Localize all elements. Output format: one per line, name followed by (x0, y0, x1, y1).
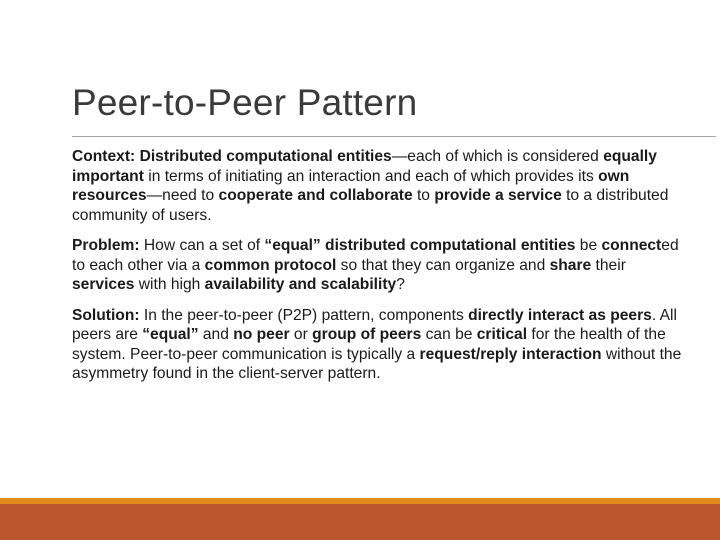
text-run: ? (396, 276, 405, 293)
text-run: connect (601, 237, 662, 254)
text-run: or (289, 326, 313, 343)
context-paragraph (72, 147, 692, 225)
text-run: Problem: (72, 237, 144, 254)
text-run: services (72, 276, 135, 293)
text-run: and (198, 326, 234, 343)
slide-title: Peer-to-Peer Pattern (72, 82, 418, 123)
text-run: ed to each other via a (72, 237, 679, 274)
text-run: their (591, 256, 626, 274)
text-run: availability and scalability (204, 276, 397, 293)
text-run: How can a set of (143, 237, 265, 254)
text-run: . All peers are (72, 306, 677, 343)
text-run: without the asymmetry found in the client-server pattern. (72, 345, 682, 382)
solution-paragraph (72, 306, 692, 384)
text-run: cooperate and collaborate (218, 187, 413, 204)
text-run: for the health of the system. Peer-to-peer communication is typically a (72, 326, 666, 363)
text-run: be (575, 237, 602, 254)
text-run: provide a service (434, 187, 562, 204)
text-run: share (549, 256, 592, 274)
text-run: to a distributed community of users. (72, 187, 669, 224)
text-run: can be (421, 326, 477, 343)
text-run: directly interact as peers (468, 306, 652, 324)
text-run: Context: Distributed computational entities (72, 148, 392, 165)
text-run: request/reply interaction (419, 345, 602, 363)
text-run: —each of which is considered (391, 148, 604, 165)
text-run: in terms of initiating an interaction and each of which provides its (143, 167, 599, 185)
text-run: no peer (233, 326, 290, 343)
problem-paragraph (72, 236, 692, 295)
text-run: with high (134, 276, 205, 293)
text-run: “equal” (142, 326, 199, 343)
text-run: critical (476, 326, 528, 343)
footer-band (0, 504, 720, 540)
text-run: “equal” distributed computational entities (264, 237, 576, 254)
text-run: —need to (146, 187, 219, 204)
slide-body (72, 147, 692, 395)
text-run: to (412, 187, 435, 204)
text-run: group of peers (312, 326, 422, 343)
title-divider (72, 136, 716, 137)
text-run: common protocol (204, 256, 337, 274)
text-run: so that they can organize and (336, 256, 550, 274)
text-run: own resources (72, 167, 630, 204)
text-run: Solution: (72, 306, 144, 324)
text-run: equally important (72, 148, 657, 185)
text-run: In the peer-to-peer (P2P) pattern, components (143, 306, 469, 324)
